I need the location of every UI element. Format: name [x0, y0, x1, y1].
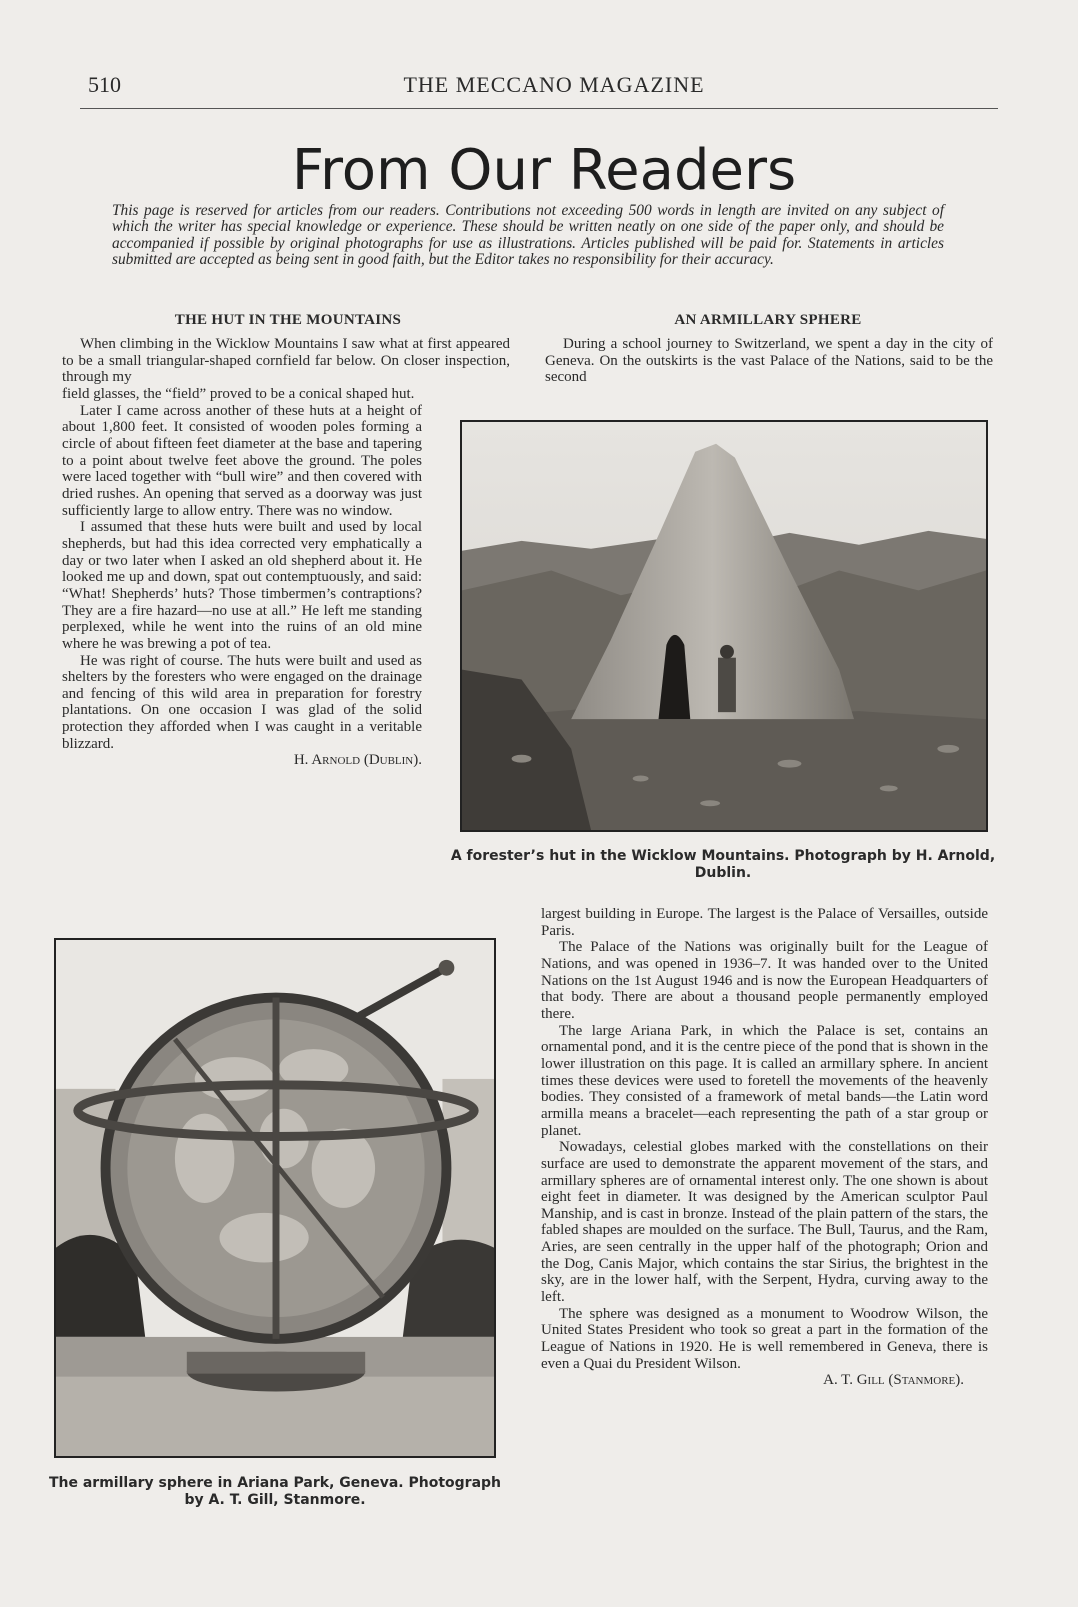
sphere-photo-illustration — [56, 940, 494, 1456]
hut-text-top — [62, 336, 510, 386]
hut-paragraph: I assumed that these huts were built and used by local shepherds, but had this idea corrected very emphatically a day or two later when I asked an old shepherd about it. He looked me up and down, spat out contemptuously, and said: “What! Shepherds’ huts? Those timbermen’s contraptions? They are a fire hazard—no use at all.” He left me standing perplexed, while he went into the ruins of an old mine where he was brewing a pot of tea. — [62, 519, 422, 652]
hut-paragraph: He was right of course. The huts were built and used as shelters by the foresters who were engaged on the drainage and fencing of this wild area in preparation for forestry plantations. On one occasion I was glad of the solid protection they afforded when I was caught in a veritable blizzard. — [62, 652, 422, 752]
sphere-heading: AN ARMILLARY SPHERE — [674, 312, 862, 328]
running-header: THE MECCANO MAGAZINE — [403, 72, 705, 97]
hut-caption: A forester’s hut in the Wicklow Mountains. Photograph by H. Arnold, Dublin. — [450, 848, 996, 881]
page-title: From Our Readers — [291, 138, 797, 203]
sphere-paragraph: Nowadays, celestial globes marked with the constellations on their surface are used to demonstrate the apparent movement of the stars, and armillary spheres are of ornamental interest only. The one shown is about eight feet in diameter. It was designed by the American sculptor Paul Manship, and is cast in bronze. Instead of the plain pattern of the stars, the fabled shapes are moulded on the surface. The Bull, Taurus, and the Ram, Aries, are seen centrally in the upper half of the photograph; Orion and the Dog, Canis Major, which contains the star Sirius, the brightest in the sky, are in the lower half, with the Serpent, Hydra, curving away to the left. — [541, 1139, 988, 1306]
sphere-paragraph: The sphere was designed as a monument to Woodrow Wilson, the United States President who took so great a part in the formation of the League of Nations in 1920. He is well remembered in Geneva, there is even a Quai du President Wilson. — [541, 1305, 988, 1372]
hut-signature: H. Arnold (Dublin). — [293, 752, 422, 769]
hut-photograph — [460, 420, 988, 832]
sphere-signature: A. T. Gill (Stanmore). — [823, 1372, 964, 1389]
page-number: 510 — [88, 72, 121, 97]
hut-paragraph: When climbing in the Wicklow Mountains I saw what at first appeared to be a small triangular-shaped cornfield far below. On closer inspection, through my — [62, 336, 510, 386]
sphere-paragraph: The Palace of the Nations was originally built for the League of Nations, and was opened in 1936–7. It was handed over to the United Nations on the 1st August 1946 and is now the European Headquarters of that body. There are about a thousand people permanently employed there. — [541, 939, 988, 1022]
sphere-photograph — [54, 938, 496, 1458]
hut-photo-illustration — [462, 422, 986, 830]
hut-paragraph: field glasses, the “field” proved to be a conical shaped hut. — [62, 386, 415, 402]
intro-paragraph: This page is reserved for articles from our readers. Contributions not exceeding 500 words in length are invited on any subject of which the writer has special knowledge or experience. These should be written neatly on one side of the paper only, and should be accompanied if possible by original photographs for use as illustrations. Articles published will be paid for. Statements in articles submitted are accepted as being sent in good faith, but the Editor takes no responsibility for their accuracy. — [112, 202, 944, 269]
sphere-caption: The armillary sphere in Ariana Park, Geneva. Photograph by A. T. Gill, Stanmore. — [48, 1475, 502, 1508]
hut-heading: THE HUT IN THE MOUNTAINS — [174, 312, 402, 328]
sphere-paragraph: The large Ariana Park, in which the Palace is set, contains an ornamental pond, and it is the centre piece of the pond that is shown in the lower illustration on this page. It is called an armillary sphere. In ancient times these devices were used to foretell the movements of the heavenly bodies. They consisted of a framework of metal bands—the Latin word armilla means a bracelet—each representing the path of a star group or planet. — [541, 1022, 988, 1139]
sphere-paragraph: During a school journey to Switzerland, we spent a day in the city of Geneva. On the outskirts is the vast Palace of the Nations, said to be the second — [545, 336, 993, 386]
hut-text-narrow — [62, 386, 422, 769]
header-rule — [80, 108, 998, 109]
sphere-paragraph: largest building in Europe. The largest is the Palace of Versailles, outside Paris. — [541, 906, 988, 939]
sphere-text-top — [545, 336, 993, 386]
sphere-text-bottom — [541, 906, 988, 1389]
hut-paragraph: Later I came across another of these huts at a height of about 1,800 feet. It consisted of wooden poles forming a circle of about fifteen feet diameter at the base and tapering to a point about twelve feet above the ground. The poles were laced together with “bull wire” and then covered with dried rushes. An opening that served as a doorway was just sufficiently large to allow entry. There was no window. — [62, 402, 422, 519]
